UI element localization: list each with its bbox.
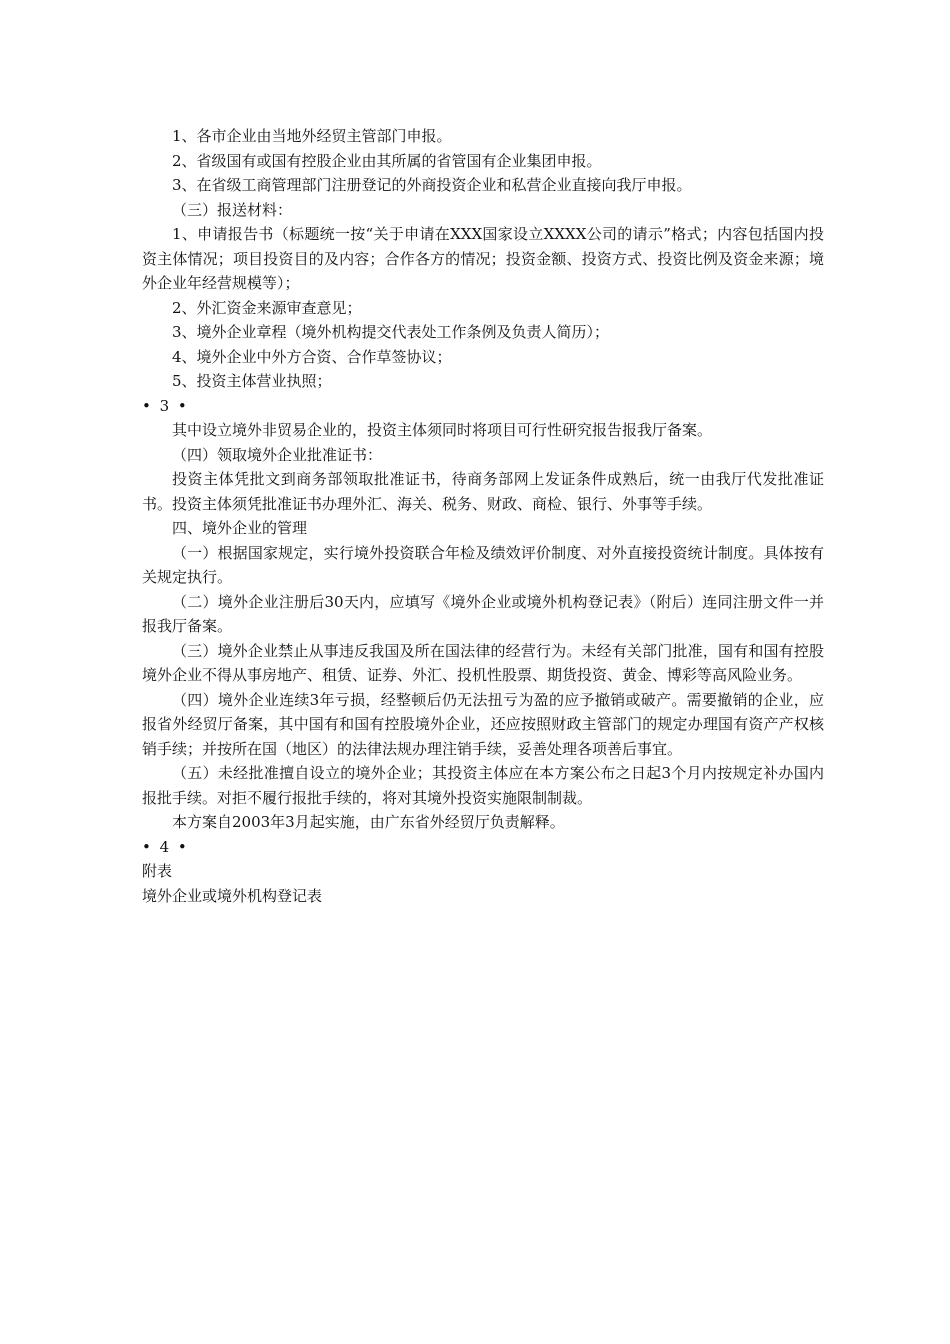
paragraph: 1、申请报告书（标题统一按“关于申请在XXX国家设立XXXX公司的请示”格式；内容包括国内投资主体情况；项目投资目的及内容；合作各方的情况；投资金额、投资方式、投资比例及资金来源；境外企业年经营规模等）； [142, 225, 824, 292]
document-page [142, 124, 824, 908]
paragraph: （三）境外企业禁止从事违反我国及所在国法律的经营行为。未经有关部门批准，国有和国有控股境外企业不得从事房地产、租赁、证券、外汇、投机性股票、期货投资、黄金、博彩等高风险业务。 [142, 641, 824, 684]
appendix-label: 附表 [142, 862, 173, 880]
paragraph: 4、境外企业中外方合资、合作草签协议； [172, 347, 452, 366]
section-heading: 四、境外企业的管理 [172, 519, 308, 537]
paragraph: （二）境外企业注册后30天内，应填写《境外企业或境外机构登记表》（附后）连同注册文件一并报我厅备案。 [142, 592, 824, 635]
page-number: • 4 • [142, 837, 189, 856]
paragraph: 3、在省级工商管理部门注册登记的外商投资企业和私营企业直接向我厅申报。 [172, 176, 692, 194]
paragraph: 5、投资主体营业执照； [172, 372, 332, 390]
paragraph: （四）境外企业连续3年亏损，经整顿后仍无法扭亏为盈的应予撤销或破产。需要撤销的企业，应报省外经贸厅备案，其中国有和国有控股境外企业，还应按照财政主管部门的规定办理国有资产产权核销手续；并按所在国（地区）的法律法规办理注销手续，妥善处理各项善后事宜。 [142, 690, 824, 758]
page-number: • 3 • [142, 396, 189, 415]
section-heading: （四）领取境外企业批准证书： [172, 445, 383, 464]
paragraph: 3、境外企业章程（境外机构提交代表处工作条例及负责人简历）； [172, 323, 610, 341]
paragraph: 2、外汇资金来源审查意见； [172, 298, 362, 317]
paragraph: 1、各市企业由当地外经贸主管部门申报。 [172, 127, 452, 145]
paragraph: （一）根据国家规定，实行境外投资联合年检及绩效评价制度、对外直接投资统计制度。具体按有关规定执行。 [142, 543, 824, 586]
paragraph: （五）未经批准擅自设立的境外企业；其投资主体应在本方案公布之日起3个月内按规定补办国内报批手续。对拒不履行报批手续的，将对其境外投资实施限制制裁。 [142, 764, 824, 807]
section-heading: （三）报送材料： [172, 200, 293, 219]
paragraph: 其中设立境外非贸易企业的，投资主体须同时将项目可行性研究报告报我厅备案。 [172, 421, 713, 439]
paragraph: 投资主体凭批文到商务部领取批准证书，待商务部网上发证条件成熟后，统一由我厅代发批准证书。投资主体须凭批准证书办理外汇、海关、税务、财政、商检、银行、外事等手续。 [142, 470, 824, 513]
paragraph: 2、省级国有或国有控股企业由其所属的省管国有企业集团申报。 [172, 151, 602, 170]
appendix-title: 境外企业或境外机构登记表 [142, 886, 323, 905]
paragraph: 本方案自2003年3月起实施，由广东省外经贸厅负责解释。 [172, 813, 565, 831]
